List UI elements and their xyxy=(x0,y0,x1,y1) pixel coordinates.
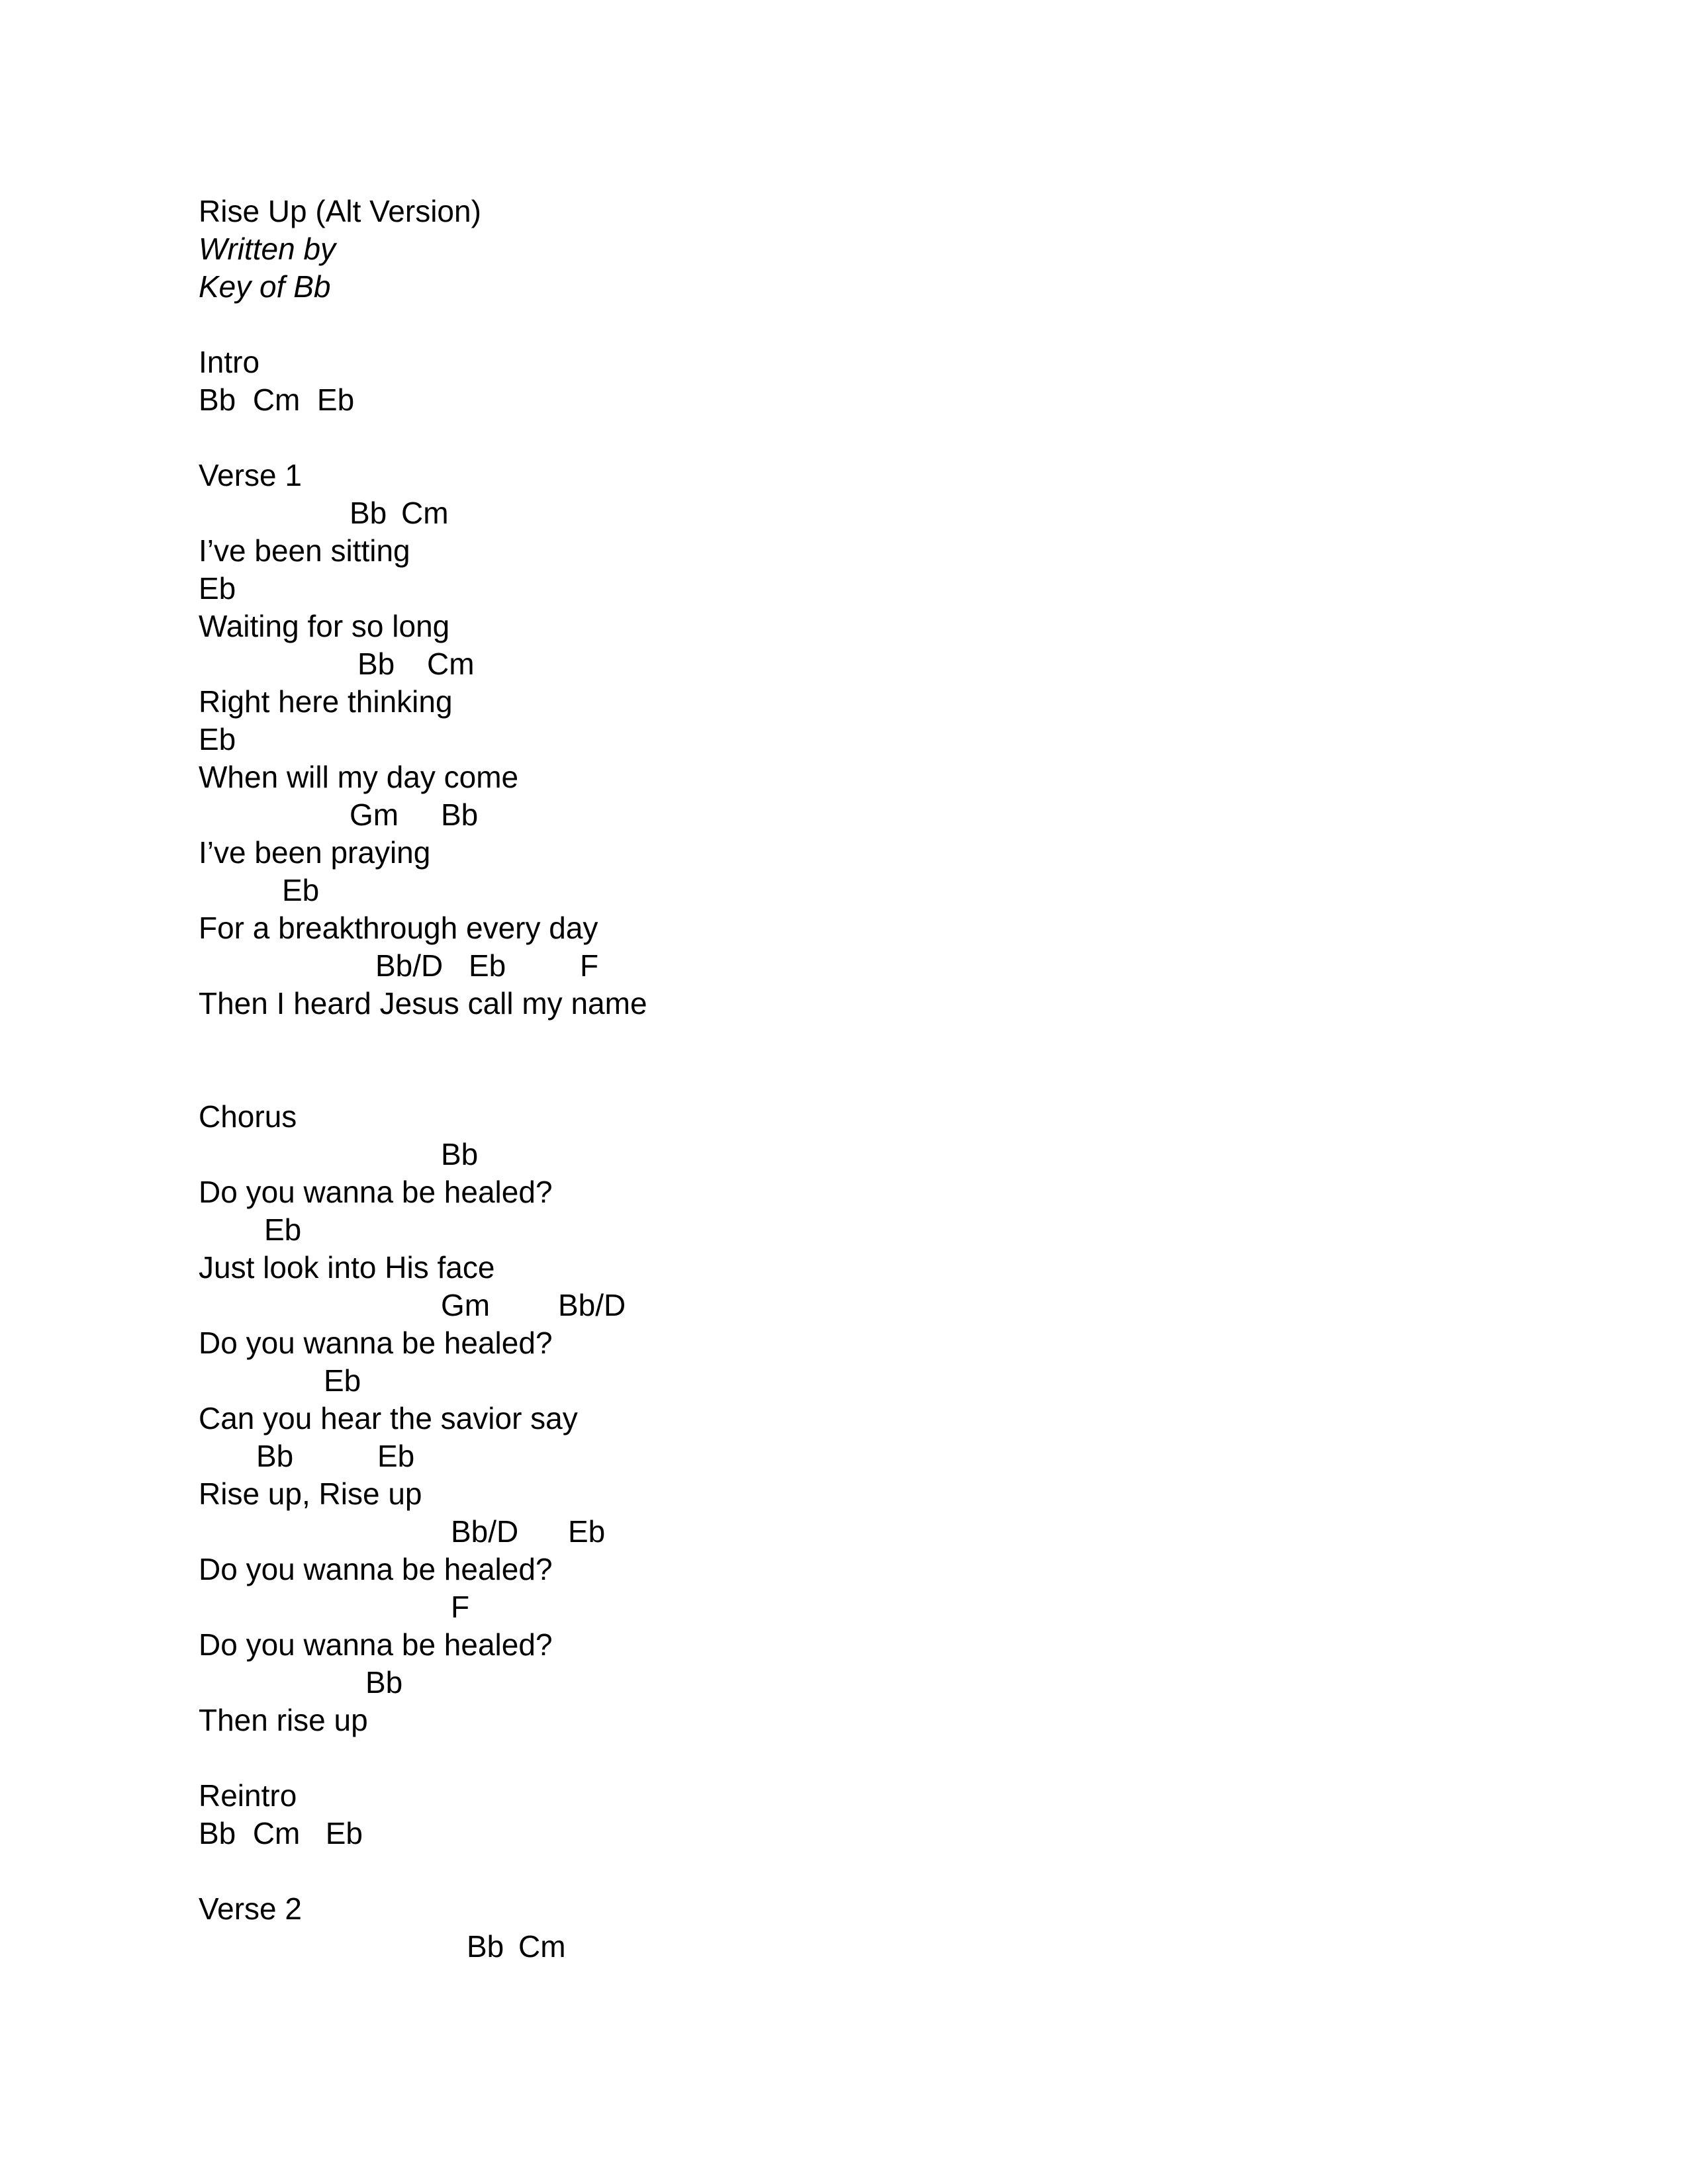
lyric-line: I’ve been praying xyxy=(199,835,431,870)
chord-line xyxy=(199,570,1523,608)
lyric-line: Do you wanna be healed? xyxy=(199,1175,553,1209)
spacer xyxy=(199,1852,1523,1890)
chord-line xyxy=(199,796,1523,834)
lyric-line: Rise up, Rise up xyxy=(199,1477,422,1511)
lyric-line: When will my day come xyxy=(199,760,519,794)
chord-line xyxy=(199,721,1523,758)
section-heading-chorus: Chorus xyxy=(199,1099,297,1134)
chord: Eb xyxy=(199,722,236,756)
section-heading-verse-2: Verse 2 xyxy=(199,1891,302,1926)
chord-line xyxy=(199,1362,1523,1400)
chord: Cm xyxy=(427,647,475,681)
chord-line xyxy=(199,1588,1523,1626)
lyric-line: For a breakthrough every day xyxy=(199,911,598,945)
chord: Eb xyxy=(199,571,236,606)
chord: Bb xyxy=(441,1137,479,1171)
lyric-line: Can you hear the savior say xyxy=(199,1401,578,1435)
chord-line xyxy=(199,947,1523,985)
chord: Bb xyxy=(441,797,479,832)
spacer xyxy=(199,306,1523,343)
chord-line xyxy=(199,494,1523,532)
chord: Eb xyxy=(282,873,320,907)
chord: Cm xyxy=(401,496,449,530)
chord-line xyxy=(199,1664,1523,1702)
chord: Bb/D xyxy=(558,1288,626,1322)
chord-line xyxy=(199,645,1523,683)
chord: F xyxy=(451,1590,470,1624)
chord: F xyxy=(580,948,599,983)
section-heading-reintro: Reintro xyxy=(199,1778,297,1813)
song-key: Key of Bb xyxy=(199,269,331,304)
section-heading-intro: Intro xyxy=(199,345,260,379)
spacer xyxy=(199,1023,1523,1098)
chord-line xyxy=(199,872,1523,909)
chord-line xyxy=(199,1928,1523,1966)
section-heading-verse-1: Verse 1 xyxy=(199,458,302,492)
chord: Eb xyxy=(568,1514,606,1549)
lyric-line: Do you wanna be healed? xyxy=(199,1627,553,1662)
lyric-line: Then rise up xyxy=(199,1703,368,1737)
lyric-line: Right here thinking xyxy=(199,684,453,719)
chord: Eb xyxy=(324,1363,361,1398)
intro-chords: Bb Cm Eb xyxy=(199,383,355,417)
chord: Bb xyxy=(256,1439,294,1473)
chord: Bb/D xyxy=(451,1514,519,1549)
chord: Bb/D xyxy=(375,948,444,983)
chord-line xyxy=(199,1437,1523,1475)
chord: Bb xyxy=(350,496,387,530)
lyric-line: Then I heard Jesus call my name xyxy=(199,986,647,1021)
chord: Bb xyxy=(357,647,395,681)
chord: Gm xyxy=(350,797,399,832)
chord-line xyxy=(199,1211,1523,1249)
chord: Eb xyxy=(264,1212,302,1247)
lyric-line: Do you wanna be healed? xyxy=(199,1326,553,1360)
chord: Eb xyxy=(469,948,506,983)
chord: Cm xyxy=(518,1929,566,1964)
reintro-chords: Bb Cm Eb xyxy=(199,1816,363,1850)
song-title: Rise Up (Alt Version) xyxy=(199,194,481,228)
chord-line xyxy=(199,1287,1523,1324)
spacer xyxy=(199,1739,1523,1777)
lyric-line: Do you wanna be healed? xyxy=(199,1552,553,1586)
chord: Bb xyxy=(467,1929,504,1964)
spacer xyxy=(199,419,1523,457)
chord: Bb xyxy=(365,1665,403,1700)
lyric-line: Just look into His face xyxy=(199,1250,495,1285)
chord: Gm xyxy=(441,1288,491,1322)
lyric-line: Waiting for so long xyxy=(199,609,450,643)
chord-sheet xyxy=(199,193,1523,1966)
lyric-line: I’ve been sitting xyxy=(199,533,410,568)
chord-line xyxy=(199,1513,1523,1551)
songwriter-credit: Written by xyxy=(199,232,336,266)
chord-line xyxy=(199,1136,1523,1173)
chord: Eb xyxy=(377,1439,415,1473)
